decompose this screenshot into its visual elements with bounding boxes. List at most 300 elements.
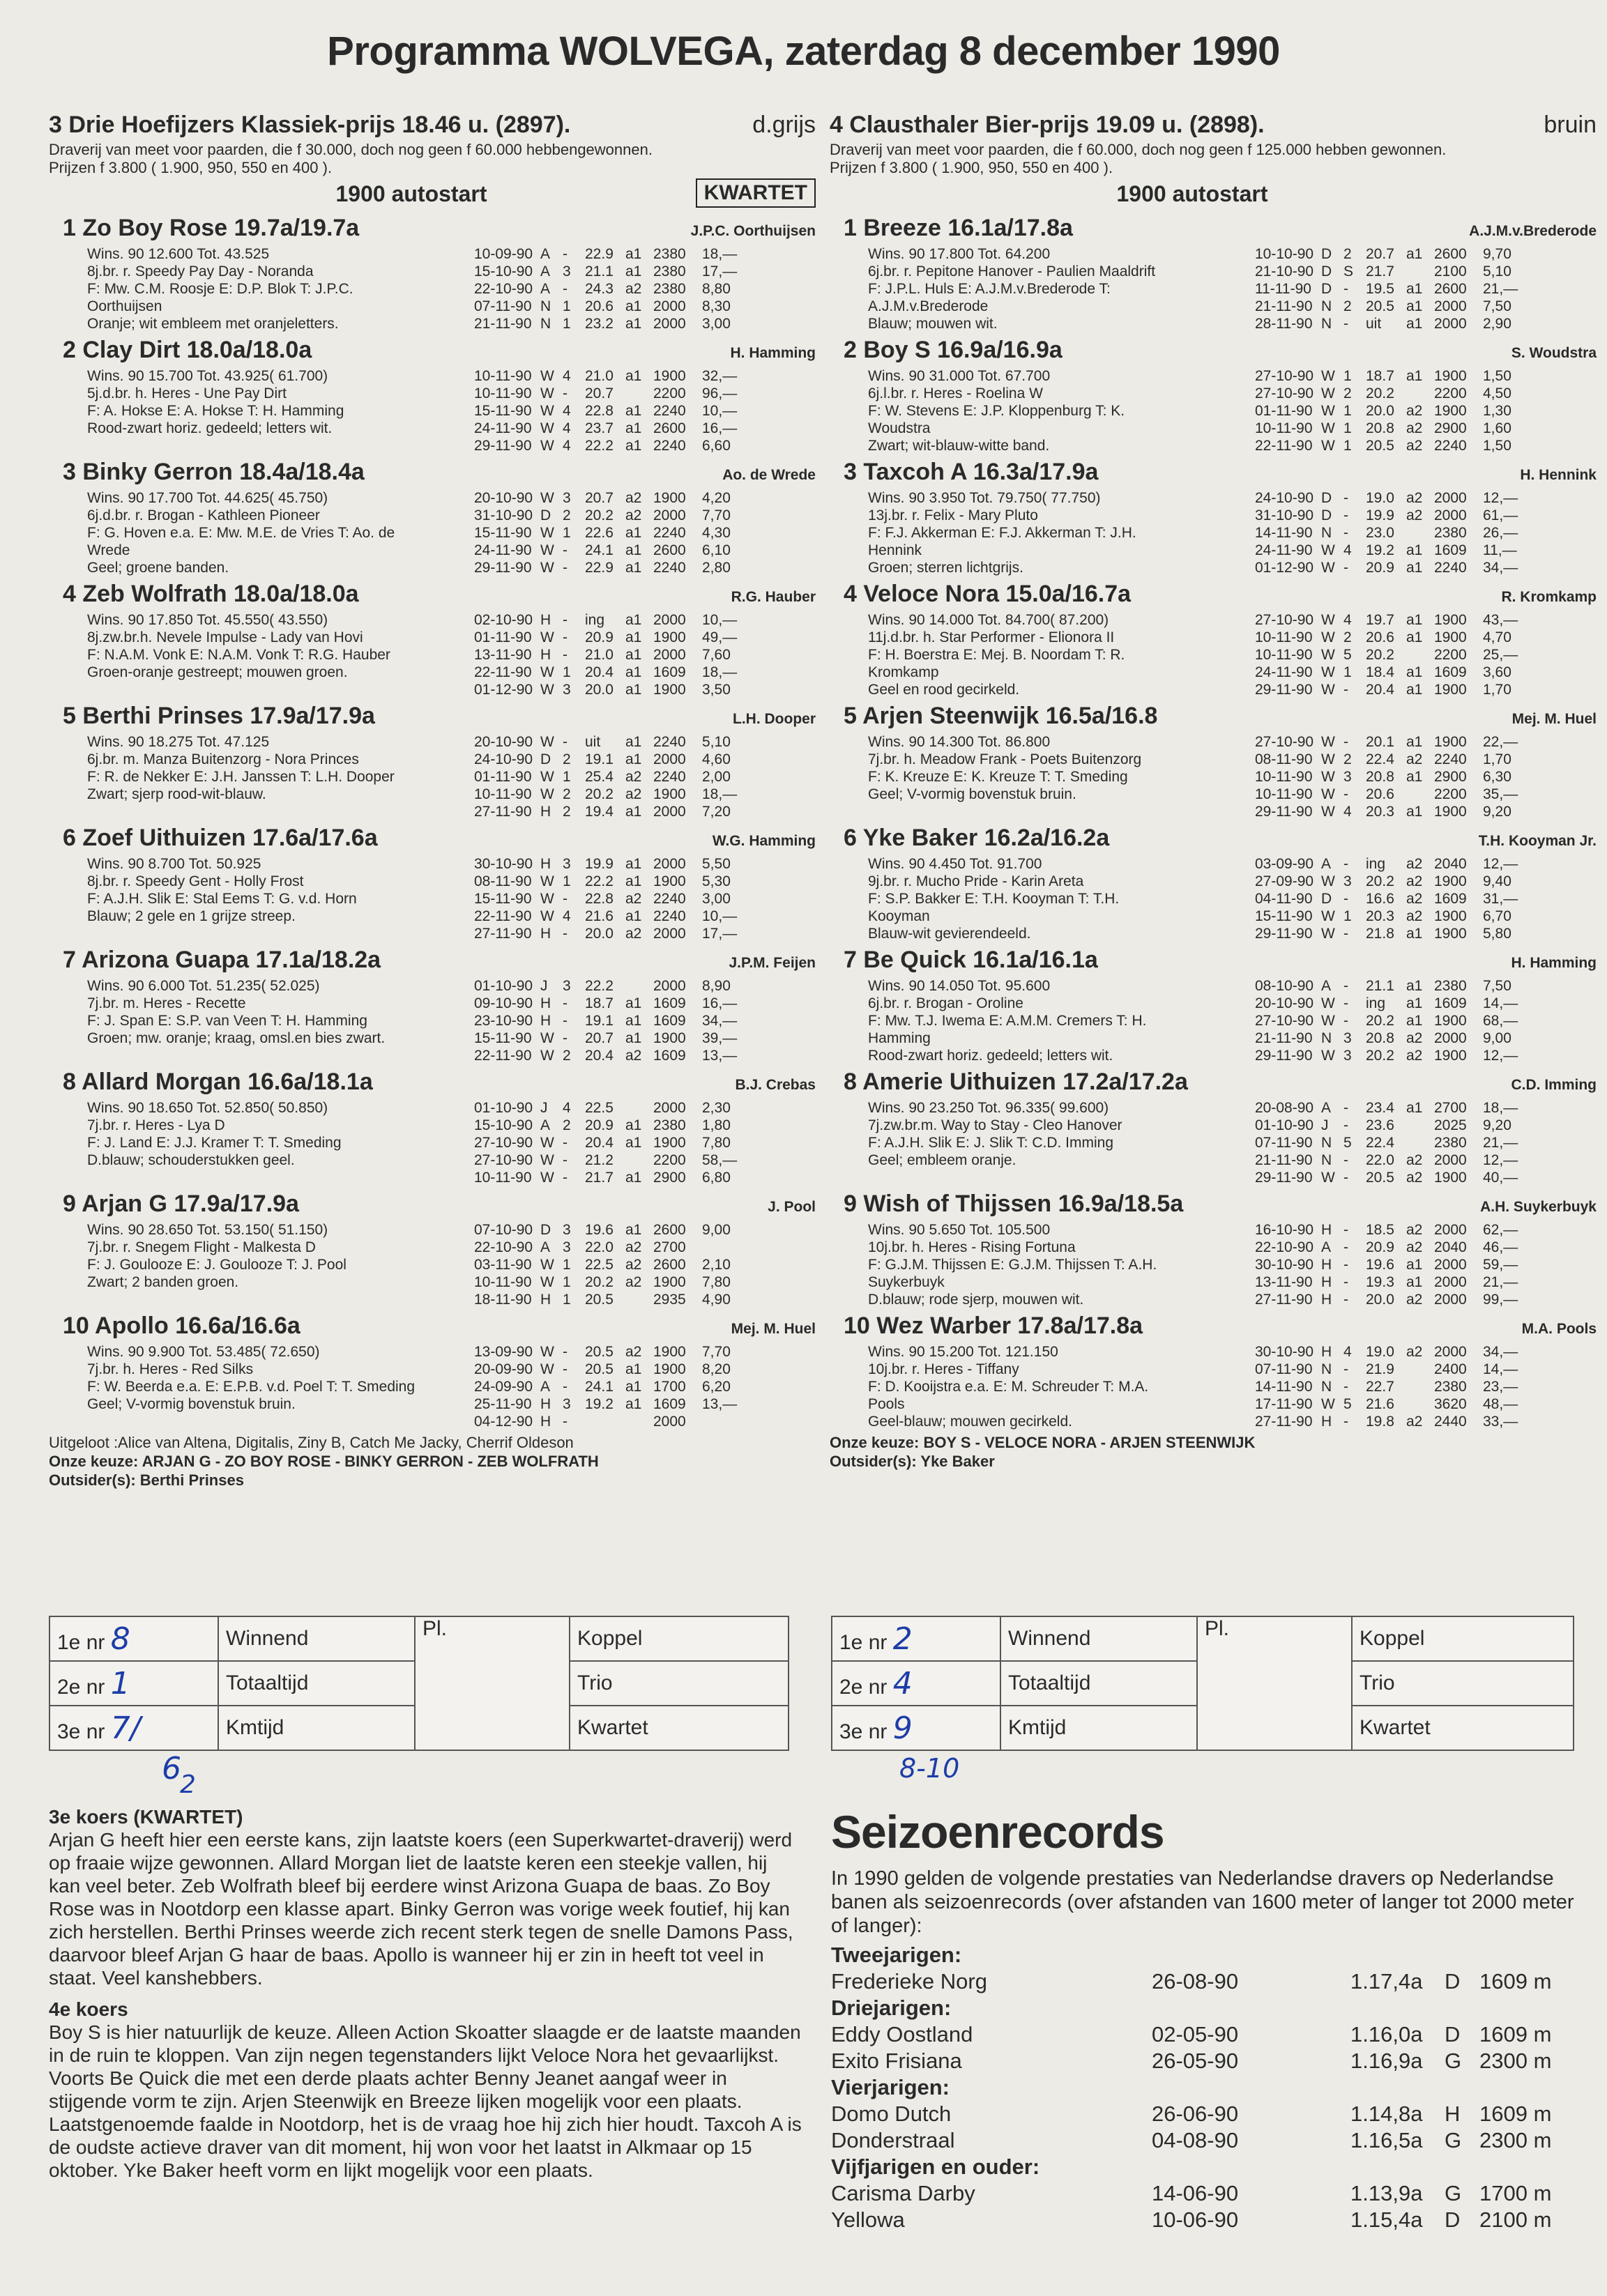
- result-cell: a1: [625, 1379, 642, 1395]
- result-cell: 21.0: [585, 647, 614, 663]
- result-cell: 2600: [653, 420, 686, 436]
- horse-entry: [830, 581, 1597, 697]
- result-cell: -: [1343, 995, 1348, 1011]
- horse-info-line: Geel; embleem oranje.: [868, 1152, 1016, 1168]
- horse-info-line: Woudstra: [868, 420, 931, 436]
- result-cell: W: [540, 525, 554, 541]
- result-cell: 29-11-90: [1255, 682, 1313, 698]
- result-cell: a2: [625, 507, 642, 523]
- result-cell: 1,50: [1483, 438, 1511, 454]
- row-label: 3e nr 9: [832, 1706, 1000, 1750]
- result-cell: 10-11-90: [474, 385, 532, 401]
- result-cell: 20.0: [1366, 1292, 1394, 1308]
- result-cell: W: [1321, 926, 1335, 942]
- result-cell: 19.9: [585, 856, 614, 872]
- result-cell: a2: [1406, 1292, 1423, 1308]
- season-record-cell: 2100 m: [1479, 2207, 1552, 2232]
- horse-info-line: 7j.br. r. Heres - Lya D: [87, 1117, 225, 1133]
- result-cell: 14-11-90: [1255, 1379, 1313, 1395]
- result-cell: 5,50: [702, 856, 731, 872]
- horse-results: [1255, 1099, 1532, 1186]
- result-cell: 58,—: [702, 1152, 738, 1168]
- horse-info-line: Wins. 90 5.650 Tot. 105.500: [868, 1222, 1051, 1238]
- result-cell: 10-11-90: [474, 368, 532, 384]
- result-cell: a1: [625, 542, 642, 558]
- result-cell: 27-10-90: [1255, 734, 1314, 750]
- result-cell: 20.4: [1366, 682, 1394, 698]
- result-cell: 1900: [1434, 403, 1467, 419]
- result-cell: W: [1321, 1396, 1335, 1412]
- result-cell: -: [563, 891, 568, 907]
- result-cell: 1900: [653, 490, 686, 506]
- result-cell: A: [1321, 856, 1332, 872]
- result-cell: 21,—: [1483, 281, 1518, 297]
- result-cell: H: [1321, 1414, 1332, 1430]
- result-cell: 2: [563, 786, 571, 802]
- horse-results: [1255, 1343, 1532, 1430]
- horse-trainer: S. Woudstra: [1511, 345, 1597, 361]
- result-cell: W: [1321, 647, 1335, 663]
- result-cell: 20.2: [1366, 873, 1394, 889]
- result-cell: 2000: [653, 926, 686, 942]
- result-cell: 2000: [1434, 1222, 1467, 1238]
- result-cell: 6,80: [702, 1170, 731, 1186]
- result-cell: 26,—: [1483, 525, 1518, 541]
- season-record-cell: 1.15,4a: [1350, 2207, 1423, 2232]
- result-row: [1255, 1273, 1532, 1291]
- result-cell: 18.7: [1366, 368, 1394, 384]
- result-cell: 2000: [653, 316, 686, 332]
- result-cell: 2: [1343, 385, 1352, 401]
- horse-name: 6 Yke Baker 16.2a/16.2a: [844, 825, 1110, 851]
- season-record-cell: G: [1445, 2181, 1462, 2205]
- result-cell: 1: [1343, 420, 1352, 436]
- result-cell: a1: [1406, 734, 1423, 750]
- horse-info-line: Blauw-wit gevierendeeld.: [868, 926, 1031, 942]
- result-cell: D: [1321, 246, 1332, 262]
- horse-trainer: J.P.M. Feijen: [729, 955, 816, 971]
- result-cell: 7,20: [702, 804, 731, 820]
- season-record-cell: Frederieke Norg: [831, 1969, 987, 1993]
- result-row: [1255, 751, 1532, 768]
- result-row: [474, 402, 751, 420]
- horse-info-line: Suykerbuyk: [868, 1274, 945, 1290]
- result-cell: 29-11-90: [474, 560, 532, 576]
- kwartet-label: Kwartet: [570, 1706, 789, 1750]
- result-row: [474, 367, 751, 385]
- result-cell: 59,—: [1483, 1257, 1518, 1273]
- result-cell: 2: [1343, 629, 1352, 645]
- result-cell: -: [1343, 1170, 1348, 1186]
- result-cell: a1: [625, 804, 642, 820]
- result-cell: 1,70: [1483, 682, 1511, 698]
- result-cell: 20.4: [585, 1048, 614, 1064]
- result-row: [1255, 1395, 1532, 1413]
- result-cell: 12,—: [1483, 1048, 1518, 1064]
- kwartet-label: Kwartet: [1352, 1706, 1574, 1750]
- horse-trainer: H. Hamming: [1511, 955, 1597, 971]
- race-color: bruin: [1544, 112, 1597, 138]
- result-cell: 68,—: [1483, 1013, 1518, 1029]
- result-cell: 3,00: [702, 316, 731, 332]
- result-cell: 2200: [1434, 385, 1467, 401]
- result-row: [1255, 437, 1532, 454]
- result-cell: 24.1: [585, 542, 614, 558]
- horse-info-line: Groen; sterren lichtgrijs.: [868, 560, 1023, 576]
- horse-trainer: L.H. Dooper: [733, 711, 816, 727]
- result-cell: 20.3: [1366, 804, 1394, 820]
- result-cell: 1,70: [1483, 751, 1511, 767]
- kwartet-badge: KWARTET: [696, 178, 816, 208]
- result-row: [474, 1256, 751, 1273]
- result-cell: 9,00: [702, 1222, 731, 1238]
- page-title: Programma WOLVEGA, zaterdag 8 december 1990: [327, 29, 1280, 74]
- result-cell: 4,70: [1483, 629, 1511, 645]
- result-cell: 18-11-90: [474, 1292, 532, 1308]
- result-cell: 2: [563, 1048, 571, 1064]
- result-cell: 2000: [653, 978, 686, 994]
- horse-name: 1 Breeze 16.1a/17.8a: [844, 215, 1073, 241]
- result-cell: 3,60: [1483, 664, 1511, 680]
- result-cell: 20-10-90: [1255, 995, 1314, 1011]
- result-cell: 14,—: [1483, 995, 1518, 1011]
- horse-info-line: Wrede: [87, 542, 130, 558]
- result-cell: a2: [1406, 891, 1423, 907]
- result-cell: 10,—: [702, 403, 738, 419]
- result-cell: a2: [625, 769, 642, 785]
- result-cell: -: [1343, 682, 1348, 698]
- result-row: [1255, 1030, 1532, 1047]
- horse-info-line: 5j.d.br. h. Heres - Une Pay Dirt: [87, 385, 287, 401]
- horse-info-line: Blauw; 2 gele en 1 grijze streep.: [87, 908, 296, 924]
- result-cell: 2240: [653, 560, 686, 576]
- result-cell: 28-11-90: [1255, 316, 1313, 332]
- result-row: [474, 385, 751, 402]
- horse-info-line: F: F.J. Akkerman E: F.J. Akkerman T: J.H.: [868, 525, 1136, 541]
- result-cell: -: [563, 1344, 568, 1360]
- result-cell: W: [1321, 420, 1335, 436]
- result-cell: a2: [1406, 438, 1423, 454]
- kmtijd-label: Kmtijd: [1000, 1706, 1197, 1750]
- result-cell: 24.1: [585, 1379, 614, 1395]
- horse-info-line: Wins. 90 15.200 Tot. 121.150: [868, 1344, 1058, 1360]
- result-cell: 20.2: [1366, 647, 1394, 663]
- horse-info-line: F: W. Stevens E: J.P. Kloppenburg T: K.: [868, 403, 1125, 419]
- result-cell: 27-10-90: [474, 1135, 533, 1151]
- result-cell: 20.5: [585, 1361, 614, 1377]
- season-record-cell: 1.13,9a: [1350, 2181, 1423, 2205]
- horse-info-line: F: S.P. Bakker E: T.H. Kooyman T: T.H.: [868, 891, 1120, 907]
- result-row: [1255, 925, 1532, 942]
- result-table-right: [831, 1616, 1574, 1751]
- result-cell: a1: [1406, 298, 1423, 314]
- result-row: [474, 437, 751, 454]
- commentary-heading: 4e koers: [49, 1998, 128, 2020]
- horse-info-line: Zwart; sjerp rood-wit-blauw.: [87, 786, 266, 802]
- result-row: [474, 768, 751, 786]
- result-cell: H: [540, 1013, 551, 1029]
- result-row: [474, 733, 751, 751]
- race-conditions: Draverij van meet voor paarden, die f 60.000, doch nog geen f 125.000 hebben gewonnen.: [830, 141, 1447, 158]
- result-cell: -: [1343, 1414, 1348, 1430]
- result-cell: 20.9: [585, 1117, 614, 1133]
- result-cell: a1: [1406, 1013, 1423, 1029]
- result-cell: a1: [1406, 629, 1423, 645]
- result-cell: 20.7: [585, 385, 614, 401]
- result-cell: W: [540, 438, 554, 454]
- result-row: [1255, 977, 1532, 995]
- horse-info-line: Oranje; wit embleem met oranjeletters.: [87, 316, 339, 332]
- result-cell: 3: [563, 1239, 571, 1255]
- result-cell: 03-09-90: [1255, 856, 1314, 872]
- result-cell: a1: [625, 1117, 642, 1133]
- season-record-cell: 1.16,0a: [1350, 2022, 1423, 2046]
- result-cell: -: [563, 1135, 568, 1151]
- result-cell: a2: [625, 1257, 642, 1273]
- result-cell: 3,50: [702, 682, 731, 698]
- horse-info-line: Wins. 90 17.850 Tot. 45.550( 43.550): [87, 612, 328, 628]
- horse-info-line: Blauw; mouwen wit.: [868, 316, 998, 332]
- result-cell: W: [540, 908, 554, 924]
- result-cell: 22.5: [585, 1100, 614, 1116]
- race-title: 3 Drie Hoefijzers Klassiek-prijs 18.46 u. (2897).: [49, 112, 571, 138]
- result-cell: 1900: [1434, 1013, 1467, 1029]
- result-row: [474, 664, 751, 681]
- result-cell: -: [563, 1414, 568, 1430]
- horse-info-line: Rood-zwart horiz. gedeeld; letters wit.: [87, 420, 333, 436]
- horse-info: [868, 855, 1258, 942]
- result-cell: a1: [1406, 664, 1423, 680]
- result-cell: 25.4: [585, 769, 614, 785]
- horse-results: [1255, 367, 1532, 454]
- result-cell: W: [540, 769, 554, 785]
- result-cell: a1: [625, 1013, 642, 1029]
- result-cell: 21.0: [585, 368, 614, 384]
- horse-results: [474, 977, 751, 1064]
- result-cell: -: [563, 246, 568, 262]
- horse-info-line: 10j.br. h. Heres - Rising Fortuna: [868, 1239, 1076, 1255]
- result-cell: 01-12-90: [474, 682, 533, 698]
- result-cell: -: [1343, 856, 1348, 872]
- result-cell: W: [1321, 873, 1335, 889]
- season-record: [831, 1968, 1577, 1995]
- horse-info-line: 10j.br. r. Heres - Tiffany: [868, 1361, 1019, 1377]
- result-cell: a1: [625, 612, 642, 628]
- result-cell: 2,10: [702, 1257, 731, 1273]
- result-cell: 2: [1343, 246, 1352, 262]
- result-cell: H: [540, 1292, 551, 1308]
- result-row: [474, 489, 751, 507]
- result-cell: 7,80: [702, 1135, 731, 1151]
- result-cell: 22.9: [585, 246, 614, 262]
- result-cell: 1900: [1434, 682, 1467, 698]
- result-cell: H: [1321, 1292, 1332, 1308]
- result-cell: 24.3: [585, 281, 614, 297]
- horse-info: [868, 245, 1258, 332]
- result-cell: 15-11-90: [474, 403, 532, 419]
- result-cell: 17-11-90: [1255, 1396, 1313, 1412]
- result-row: [1255, 1291, 1532, 1308]
- result-cell: 23.0: [1366, 525, 1394, 541]
- result-cell: 10-11-90: [1255, 769, 1313, 785]
- horse-entry: [49, 1191, 816, 1307]
- result-cell: W: [1321, 664, 1335, 680]
- result-row: [1255, 1256, 1532, 1273]
- result-cell: a1: [1406, 995, 1423, 1011]
- result-cell: a2: [625, 1344, 642, 1360]
- result-row: [1255, 786, 1532, 803]
- horse-trainer: A.H. Suykerbuyk: [1480, 1199, 1597, 1215]
- result-cell: 2000: [1434, 298, 1467, 314]
- result-cell: 3: [1343, 1048, 1352, 1064]
- result-cell: 5: [1343, 647, 1352, 663]
- result-cell: 20.4: [585, 664, 614, 680]
- result-cell: W: [540, 490, 554, 506]
- result-cell: N: [1321, 298, 1332, 314]
- result-cell: 08-11-90: [474, 873, 532, 889]
- result-cell: 2200: [653, 385, 686, 401]
- result-cell: 4: [1343, 612, 1352, 628]
- result-cell: -: [563, 1013, 568, 1029]
- result-cell: 23,—: [1483, 1379, 1518, 1395]
- result-row: [1255, 1378, 1532, 1395]
- result-cell: A: [540, 246, 551, 262]
- result-cell: 10-11-90: [1255, 420, 1313, 436]
- season-category: Driejarigen:: [831, 1996, 952, 2020]
- row-label: 3e nr 7/: [49, 1706, 218, 1750]
- result-cell: 3: [1343, 1030, 1352, 1046]
- result-cell: 15-11-90: [474, 1030, 532, 1046]
- result-cell: 49,—: [702, 629, 738, 645]
- result-cell: 10-11-90: [1255, 629, 1313, 645]
- result-cell: 2600: [653, 1222, 686, 1238]
- result-cell: D: [540, 751, 551, 767]
- result-cell: 1,50: [1483, 368, 1511, 384]
- result-cell: 1900: [1434, 926, 1467, 942]
- horse-info-line: Wins. 90 17.700 Tot. 44.625( 45.750): [87, 490, 328, 506]
- horse-info-line: F: W. Beerda e.a. E: E.P.B. v.d. Poel T: T. Smeding: [87, 1379, 416, 1395]
- result-cell: a1: [625, 263, 642, 280]
- totaal-label: Totaaltijd: [1000, 1661, 1197, 1706]
- result-cell: 2900: [1434, 420, 1467, 436]
- result-row: [1255, 1343, 1532, 1361]
- result-row: [474, 681, 751, 698]
- result-cell: W: [540, 629, 554, 645]
- horse-name: 9 Arjan G 17.9a/17.9a: [63, 1191, 299, 1217]
- result-cell: N: [1321, 1030, 1332, 1046]
- result-cell: -: [563, 385, 568, 401]
- result-cell: W: [540, 1135, 554, 1151]
- result-cell: a1: [625, 368, 642, 384]
- result-cell: 1: [563, 316, 571, 332]
- result-cell: 11-11-90: [1255, 281, 1311, 297]
- result-cell: 20.8: [1366, 420, 1394, 436]
- result-cell: 27-10-90: [474, 1152, 533, 1168]
- result-cell: a1: [1406, 804, 1423, 820]
- horse-info: [87, 1343, 478, 1413]
- result-cell: 2000: [1434, 1344, 1467, 1360]
- horse-name: 3 Taxcoh A 16.3a/17.9a: [844, 459, 1099, 485]
- horse-info-line: Geel; V-vormig bovenstuk bruin.: [87, 1396, 296, 1412]
- result-cell: 3: [563, 490, 571, 506]
- result-cell: -: [563, 1170, 568, 1186]
- horse-name: 7 Arizona Guapa 17.1a/18.2a: [63, 947, 381, 973]
- race-footer: [830, 1433, 1597, 1471]
- result-row: [474, 751, 751, 768]
- season-record: [831, 2180, 1577, 2207]
- result-cell: 2000: [653, 647, 686, 663]
- result-cell: 15-11-90: [474, 891, 532, 907]
- result-cell: a1: [625, 525, 642, 541]
- result-cell: 1900: [1434, 804, 1467, 820]
- result-cell: -: [563, 995, 568, 1011]
- result-row: [1255, 367, 1532, 385]
- horse-info-line: F: A.J.H. Slik E: Stal Eems T: G. v.d. Horn: [87, 891, 357, 907]
- result-cell: 20.7: [1366, 246, 1394, 262]
- result-cell: W: [1321, 751, 1335, 767]
- result-cell: a1: [625, 873, 642, 889]
- horse-name: 8 Allard Morgan 16.6a/18.1a: [63, 1069, 373, 1095]
- result-cell: a1: [1406, 682, 1423, 698]
- horse-info-line: F: J. Goulooze E: J. Goulooze T: J. Pool: [87, 1257, 346, 1273]
- result-cell: 2000: [1434, 1257, 1467, 1273]
- horse-name: 2 Boy S 16.9a/16.9a: [844, 337, 1063, 363]
- result-cell: 2000: [653, 612, 686, 628]
- horse-info-line: F: J.P.L. Huls E: A.J.M.v.Brederode T:: [868, 281, 1111, 297]
- result-cell: 3: [563, 978, 571, 994]
- horse-info-line: 6j.br. r. Brogan - Oroline: [868, 995, 1023, 1011]
- result-cell: 19.0: [1366, 490, 1394, 506]
- result-row: [474, 873, 751, 890]
- result-cell: 22.4: [1366, 751, 1394, 767]
- result-cell: 2240: [653, 734, 686, 750]
- result-cell: a1: [625, 908, 642, 924]
- result-cell: 01-11-90: [1255, 403, 1313, 419]
- result-cell: D: [1321, 507, 1332, 523]
- result-cell: D: [1321, 490, 1332, 506]
- result-cell: 2: [563, 1117, 571, 1133]
- season-record-cell: Eddy Oostland: [831, 2022, 973, 2046]
- result-cell: a1: [1406, 560, 1423, 576]
- result-cell: 1609: [653, 1396, 686, 1412]
- result-cell: 22-10-90: [474, 281, 533, 297]
- race-color: d.grijs: [752, 112, 816, 138]
- horse-info-line: Rood-zwart horiz. gedeeld; letters wit.: [868, 1048, 1113, 1064]
- result-cell: N: [1321, 525, 1332, 541]
- result-cell: a1: [625, 403, 642, 419]
- result-cell: 20.8: [1366, 1030, 1394, 1046]
- result-row: [474, 1134, 751, 1151]
- season-record-cell: 1700 m: [1479, 2181, 1552, 2205]
- result-cell: H: [1321, 1222, 1332, 1238]
- result-cell: W: [540, 734, 554, 750]
- result-cell: a1: [625, 1135, 642, 1151]
- horse-results: [474, 1099, 751, 1186]
- horse-info-line: Oorthuijsen: [87, 298, 162, 314]
- season-record-cell: G: [1445, 2049, 1462, 2073]
- result-cell: W: [1321, 786, 1335, 802]
- horse-info: [87, 611, 478, 681]
- horse-info-line: Wins. 90 3.950 Tot. 79.750( 77.750): [868, 490, 1101, 506]
- result-cell: 2200: [653, 1152, 686, 1168]
- result-row: [1255, 1239, 1532, 1256]
- result-cell: 1609: [1434, 891, 1467, 907]
- result-cell: -: [1343, 1379, 1348, 1395]
- result-row: [1255, 855, 1532, 873]
- result-cell: 2: [1343, 751, 1352, 767]
- season-record-cell: 26-06-90: [1152, 2102, 1239, 2126]
- result-cell: a1: [625, 438, 642, 454]
